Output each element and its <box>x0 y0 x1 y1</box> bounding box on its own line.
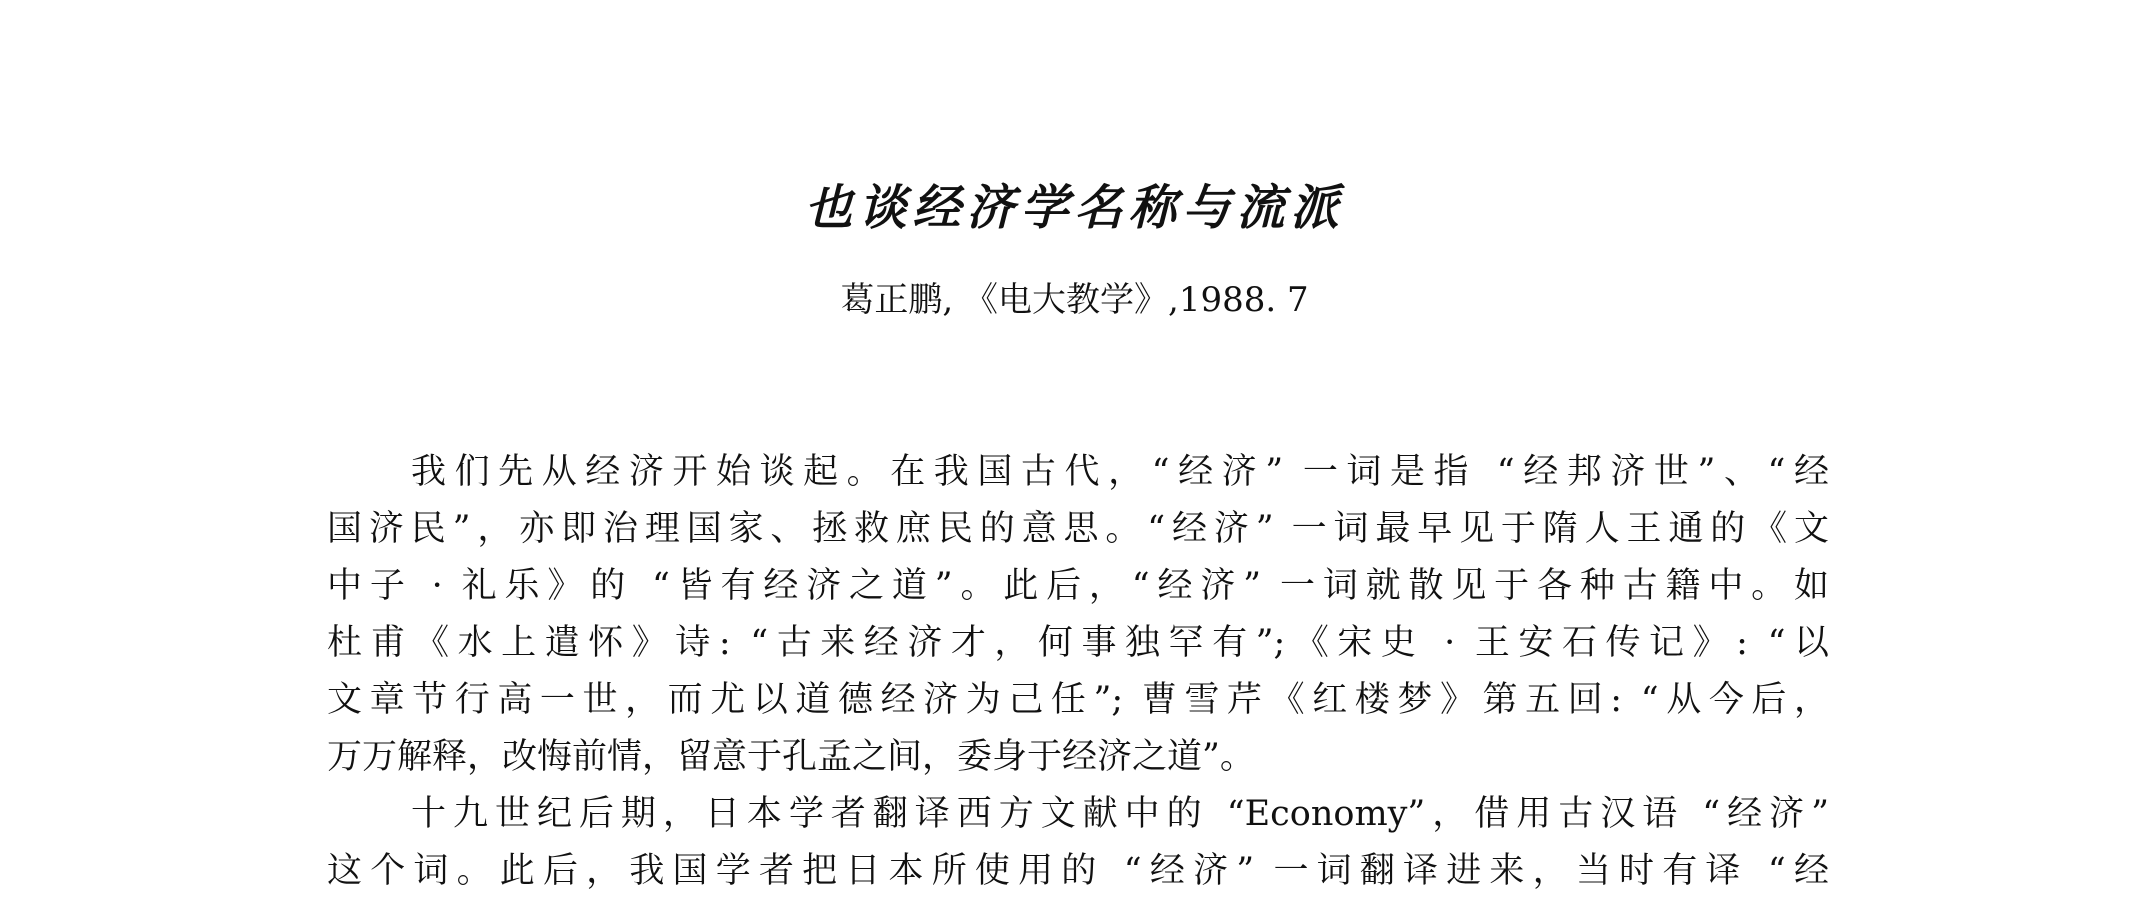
article-byline: 葛正鹏, 《电大教学》,1988. 7 <box>840 280 1309 320</box>
article-title: 也谈经济学名称与流派 <box>804 180 1345 236</box>
article-body <box>327 444 1829 900</box>
paragraph-line: 十九世纪后期，日本学者翻译西方文献中的 “Economy”，借用古汉语 “经济” <box>411 794 1829 834</box>
paragraph-line: 我们先从经济开始谈起。在我国古代，“经济” 一词是指 “经邦济世”、“经 <box>411 452 1829 492</box>
paragraph-line: 国济民”，亦即治理国家、拯救庶民的意思。“经济” 一词最早见于隋人王通的《文 <box>327 509 1829 549</box>
paragraph-line: 这个词。此后，我国学者把日本所使用的 “经济” 一词翻译进来，当时有译 “经 <box>327 851 1829 891</box>
paragraph-line: 万万解释，改悔前情，留意于孔孟之间，委身于经济之道”。 <box>327 737 1255 777</box>
paragraph-line: 文章节行高一世，而尤以道德经济为己任”; 曹雪芹《红楼梦》第五回: “从今后， <box>327 680 1829 720</box>
paragraph-line: 中子 · 礼乐》的 “皆有经济之道”。此后，“经济” 一词就散见于各种古籍中。如 <box>327 566 1829 606</box>
paragraph-line: 杜甫《水上遣怀》诗: “古来经济才，何事独罕有”;《宋史 · 王安石传记》: “以 <box>327 623 1829 663</box>
